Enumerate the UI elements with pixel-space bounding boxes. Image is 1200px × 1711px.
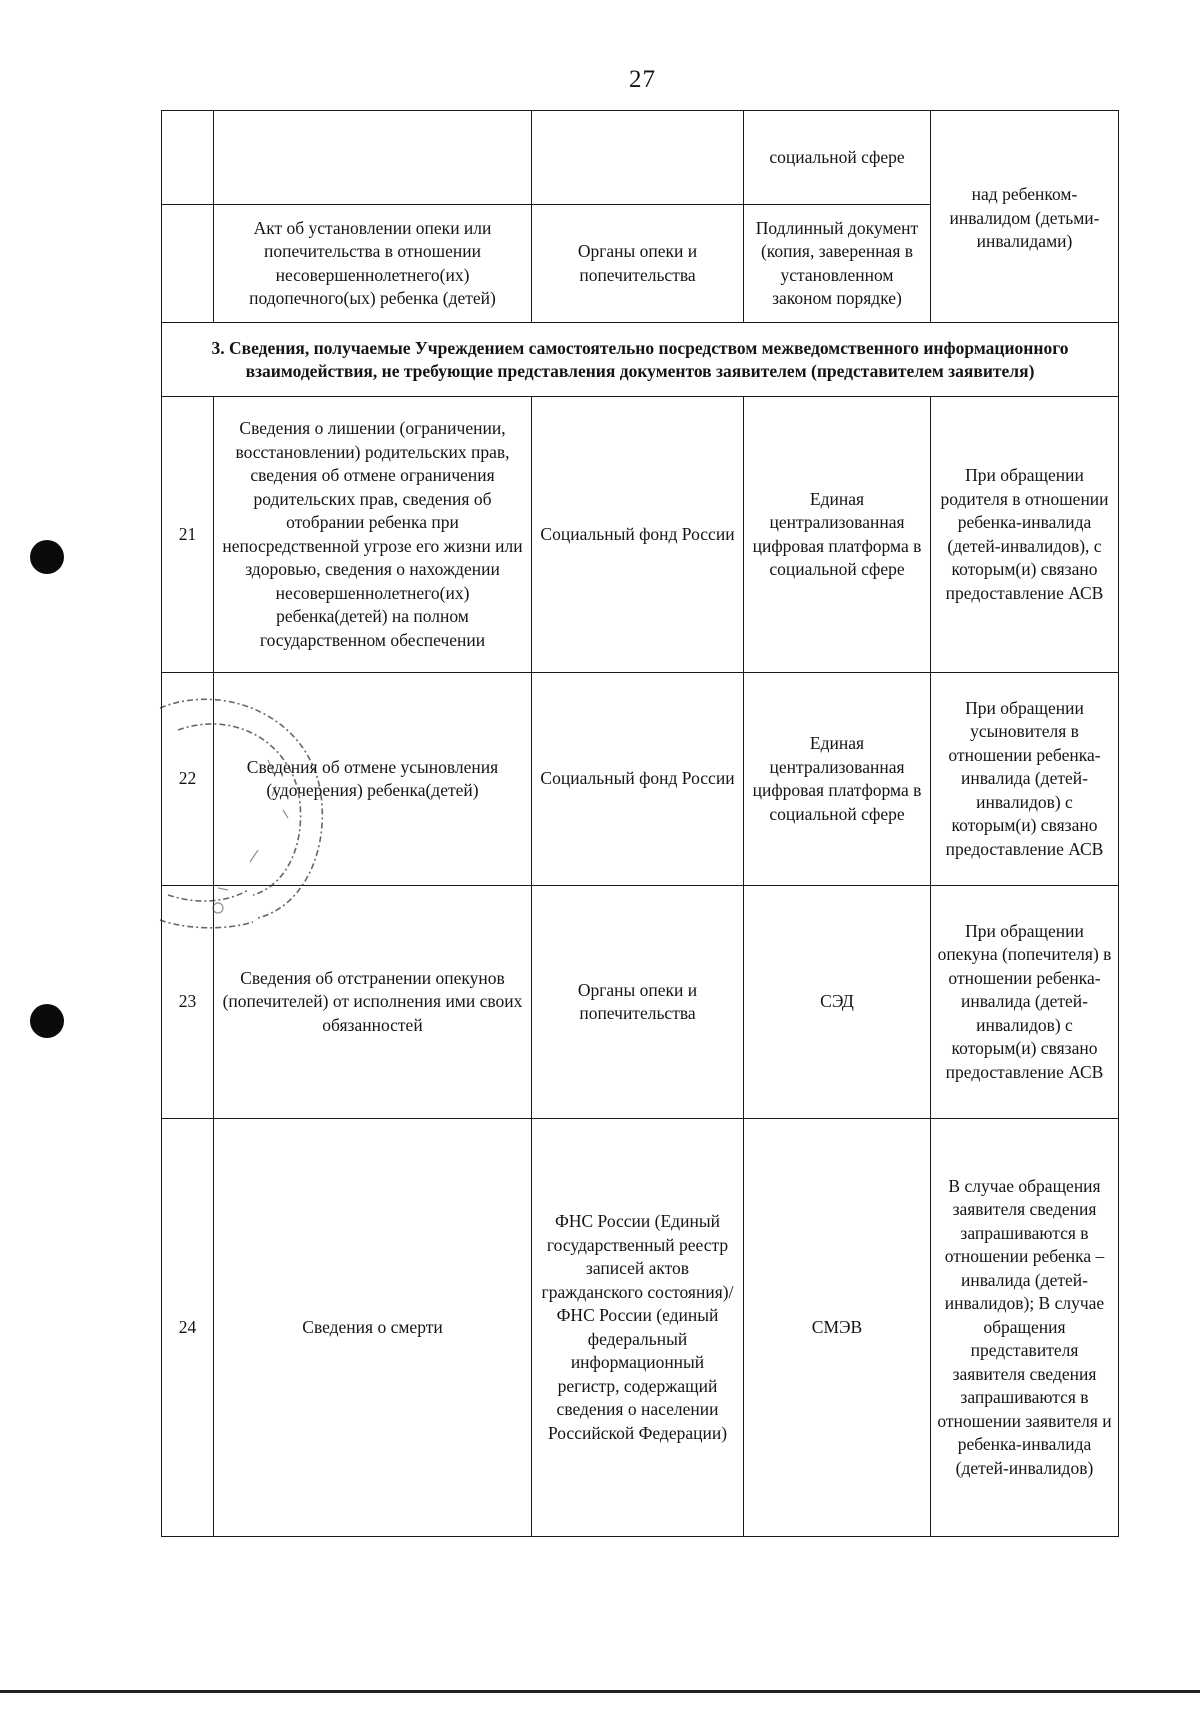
table-row (162, 673, 1119, 886)
cell-channel: социальной сфере (744, 111, 931, 205)
cell-source-empty (532, 111, 744, 205)
binder-hole-icon (30, 540, 64, 574)
cell-name: Акт об установлении опеки или попечительства в отношении несовершеннолетнего(их) подопечного(ых) ребенка (детей) (214, 205, 532, 323)
cell-num-empty (162, 111, 214, 205)
document-table (161, 110, 1119, 1537)
row-number: 22 (162, 673, 214, 886)
cell-document-type: Подлинный документ (копия, заверенная в установленном законом порядке) (744, 205, 931, 323)
row-number: 23 (162, 886, 214, 1119)
row-condition: При обращении опекуна (попечителя) в отношении ребенка-инвалида (детей-инвалидов) с которым(и) связано предоставление АСВ (931, 886, 1119, 1119)
row-channel: СМЭВ (744, 1119, 931, 1537)
cell-num-empty (162, 205, 214, 323)
row-channel: СЭД (744, 886, 931, 1119)
table-row (162, 1119, 1119, 1537)
row-number: 24 (162, 1119, 214, 1537)
cell-condition: над ребенком-инвалидом (детьми-инвалидами) (931, 111, 1119, 323)
section-heading-row (162, 323, 1119, 397)
row-number: 21 (162, 397, 214, 673)
row-condition: В случае обращения заявителя сведения запрашиваются в отношении ребенка –инвалида (детей-инвалидов); В случае обращения представителя заявителя сведения запрашиваются в отношении заявителя и ребенка-инвалида (детей-инвалидов) (931, 1119, 1119, 1537)
row-name: Сведения об отстранении опекунов (попечителей) от исполнения ими своих обязанностей (214, 886, 532, 1119)
row-source: Органы опеки и попечительства (532, 886, 744, 1119)
row-condition: При обращении усыновителя в отношении ребенка-инвалида (детей-инвалидов) с которым(и) связано предоставление АСВ (931, 673, 1119, 886)
row-channel: Единая централизованная цифровая платформа в социальной сфере (744, 397, 931, 673)
scan-edge-line (0, 1690, 1200, 1693)
row-name: Сведения об отмене усыновления (удочерения) ребенка(детей) (214, 673, 532, 886)
row-channel: Единая централизованная цифровая платформа в социальной сфере (744, 673, 931, 886)
table-row (162, 886, 1119, 1119)
cell-name-empty (214, 111, 532, 205)
row-source: ФНС России (Единый государственный реестр записей актов гражданского состояния)/ФНС России (единый федеральный информационный регистр, содержащий сведения о населении Российской Федерации) (532, 1119, 744, 1537)
binder-hole-icon (30, 1004, 64, 1038)
table-row (162, 397, 1119, 673)
row-source: Социальный фонд России (532, 397, 744, 673)
row-condition: При обращении родителя в отношении ребенка-инвалида (детей-инвалидов), с которым(и) связано предоставление АСВ (931, 397, 1119, 673)
page-number: 27 (629, 66, 656, 93)
table-row-continued-1 (162, 111, 1119, 205)
row-source: Социальный фонд России (532, 673, 744, 886)
cell-source: Органы опеки и попечительства (532, 205, 744, 323)
row-name: Сведения о смерти (214, 1119, 532, 1537)
row-name: Сведения о лишении (ограничении, восстановлении) родительских прав, сведения об отмене ограничения родительских прав, сведения об отобрании ребенка при непосредственной угрозе его жизни или здоровью, сведения о нахождении несовершеннолетнего(их) ребенка(детей) на полном государственном обеспечении (214, 397, 532, 673)
section-3-heading: 3. Сведения, получаемые Учреждением самостоятельно посредством межведомственного информационного взаимодействия, не требующие представления документов заявителем (представителем заявителя) (162, 323, 1119, 397)
